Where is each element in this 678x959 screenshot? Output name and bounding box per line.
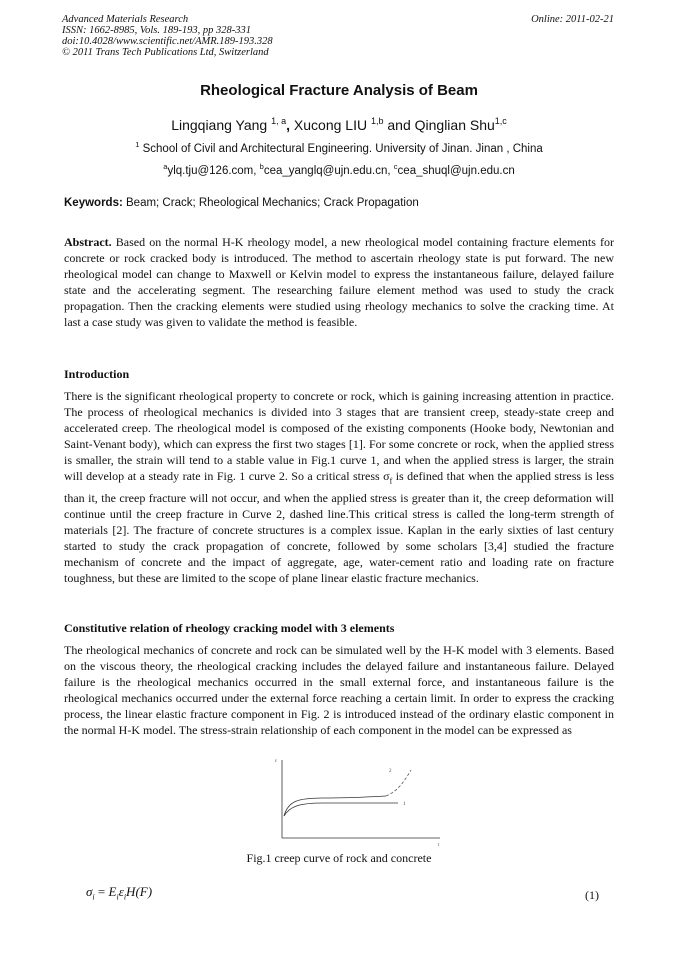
equation-number: (1): [585, 888, 599, 902]
introduction-heading: Introduction: [64, 367, 130, 381]
abstract-text: Based on the normal H-K rheology model, a new rheological model containing fracture elements for concrete or rock cracked body is introduced. The method to ascertain rheology state is put forward. The new rheological model can change to Maxwell or Kelvin model to express the instantaneous failure, delayed failure state and the accelerating segment. The researching failure element method was used to study the crack propagation. Then the cracking elements were studied using rheology mechanics to solve the cracking time. At last a case study was given to validate the method is feasible.: [64, 235, 615, 330]
author-affil-sup: 1, a: [271, 116, 287, 126]
intro-text-b: is defined that when the applied stress is less than it, the creep fracture will not occur, and when the applied stress is greater than it, the creep deformation will continue until the creep fracture in Curve 2, dashed line.This critical stress is called the long-term strength of materials [2]. The fracture of concrete structures is a complex issue. Kaplan in the early sixties of last century started to study the crack propagation of concrete, followed by some scholars [3,4] studied the fracture mechanism of concrete and the impact of aggregate, age, water-cement ratio and loading rate on fracture toughness, but these are limited to the scope of plane linear elastic fracture mechanics.: [64, 469, 615, 586]
author-name: Qinglian Shu: [414, 117, 495, 133]
eq-epsilon-sub: i: [123, 892, 127, 902]
constitutive-body: [64, 642, 614, 739]
author-separator: ,: [286, 117, 294, 133]
abstract-label: Abstract.: [64, 235, 112, 249]
doi-line: doi:10.4028/www.scientific.net/AMR.189-193.328: [62, 36, 273, 47]
email-sup: c: [393, 162, 398, 171]
author-list: [0, 116, 678, 133]
sigma-symbol: σ: [383, 469, 390, 484]
email-list: [0, 162, 678, 177]
journal-name: Advanced Materials Research: [62, 14, 189, 25]
author-name: Lingqiang Yang: [171, 117, 268, 133]
email-address[interactable]: ylq.tju@126.com,: [167, 165, 260, 177]
email-sup: a: [163, 162, 168, 171]
journal-header: [62, 14, 273, 58]
paper-title: Rheological Fracture Analysis of Beam: [200, 82, 478, 99]
eq-arg: (F): [135, 884, 153, 899]
eq-sigma: σ: [86, 884, 93, 899]
author-affil-sup: 1,c: [494, 116, 507, 126]
curve-2-solid: [284, 796, 386, 816]
author-separator: and: [383, 117, 415, 133]
equation-1: [86, 884, 152, 902]
keywords: [64, 197, 419, 209]
eq-h: H: [126, 884, 136, 899]
email-sup: b: [259, 162, 264, 171]
curve-2-label: 2: [389, 769, 392, 774]
eq-e-sub: i: [116, 892, 119, 902]
keywords-text: Beam; Crack; Rheological Mechanics; Crack Propagation: [126, 197, 419, 209]
email-address[interactable]: cea_yanglq@ujn.edu.cn,: [263, 165, 394, 177]
author-name: Xucong LIU: [293, 117, 368, 133]
x-axis-label: t: [438, 843, 440, 848]
constitutive-text: The rheological mechanics of concrete and rock can be simulated well by the H-K model with 3 elements. Based on the viscous theory, the rheological cracking includes the delayed failure and instantaneous failure. Delayed failure is the rheological mechanics occurred in the small external force, and instantaneous failure is the rheological mechanics occurred under the external force reaching a certain limit. In order to express the cracking process, the linear elastic fracture component in Fig. 2 is introduced instead of the ordinary elastic component in the normal H-K model. The stress-strain relationship of each component in the model can be expressed as: [64, 643, 614, 738]
curve-1-label: 1: [403, 802, 406, 807]
author-affil-sup: 1,b: [370, 116, 384, 126]
keywords-label: Keywords:: [64, 197, 123, 209]
affiliation: [0, 140, 678, 155]
abstract: [64, 234, 614, 331]
issn-line: ISSN: 1662-8985, Vols. 189-193, pp 328-331: [62, 25, 251, 36]
copyright-line: © 2011 Trans Tech Publications Ltd, Switzerland: [62, 47, 269, 58]
eq-epsilon: ε: [118, 884, 124, 899]
figure-1-creep-curve: [268, 756, 443, 851]
eq-sigma-sub: i: [92, 892, 95, 902]
figure-1-caption: Fig.1 creep curve of rock and concrete: [246, 851, 432, 865]
eq-equals: =: [94, 884, 109, 899]
affiliation-text: School of Civil and Architectural Engineering. University of Jinan. Jinan , China: [142, 143, 543, 155]
online-date: Online: 2011-02-21: [531, 14, 614, 25]
email-address[interactable]: cea_shuql@ujn.edu.cn: [397, 165, 515, 177]
eq-e: E: [108, 884, 117, 899]
y-axis-label: ε: [275, 759, 278, 764]
constitutive-heading: Constitutive relation of rheology cracking model with 3 elements: [64, 621, 395, 635]
introduction-body: [64, 388, 614, 587]
intro-text-a: There is the significant rheological property to concrete or rock, which is gaining increasing attention in practice. The process of rheological mechanics is divided into 3 stages that are transient creep, steady-state creep and accelerated creep. The rheological model is composed of the existing components (Hooke body, Newtonian and Saint-Venant body), which can express the first two stages [1]. For some concrete or rock, when the applied stress is smaller, the strain will tend to a stable value in Fig.1 curve 1, and when the applied stress is larger, the strain will develop at a steady rate in Fig. 1 curve 2. So a critical stress: [64, 389, 614, 484]
sigma-subscript: f: [389, 476, 393, 486]
curve-1: [284, 803, 398, 816]
affiliation-sup: 1: [135, 140, 140, 149]
